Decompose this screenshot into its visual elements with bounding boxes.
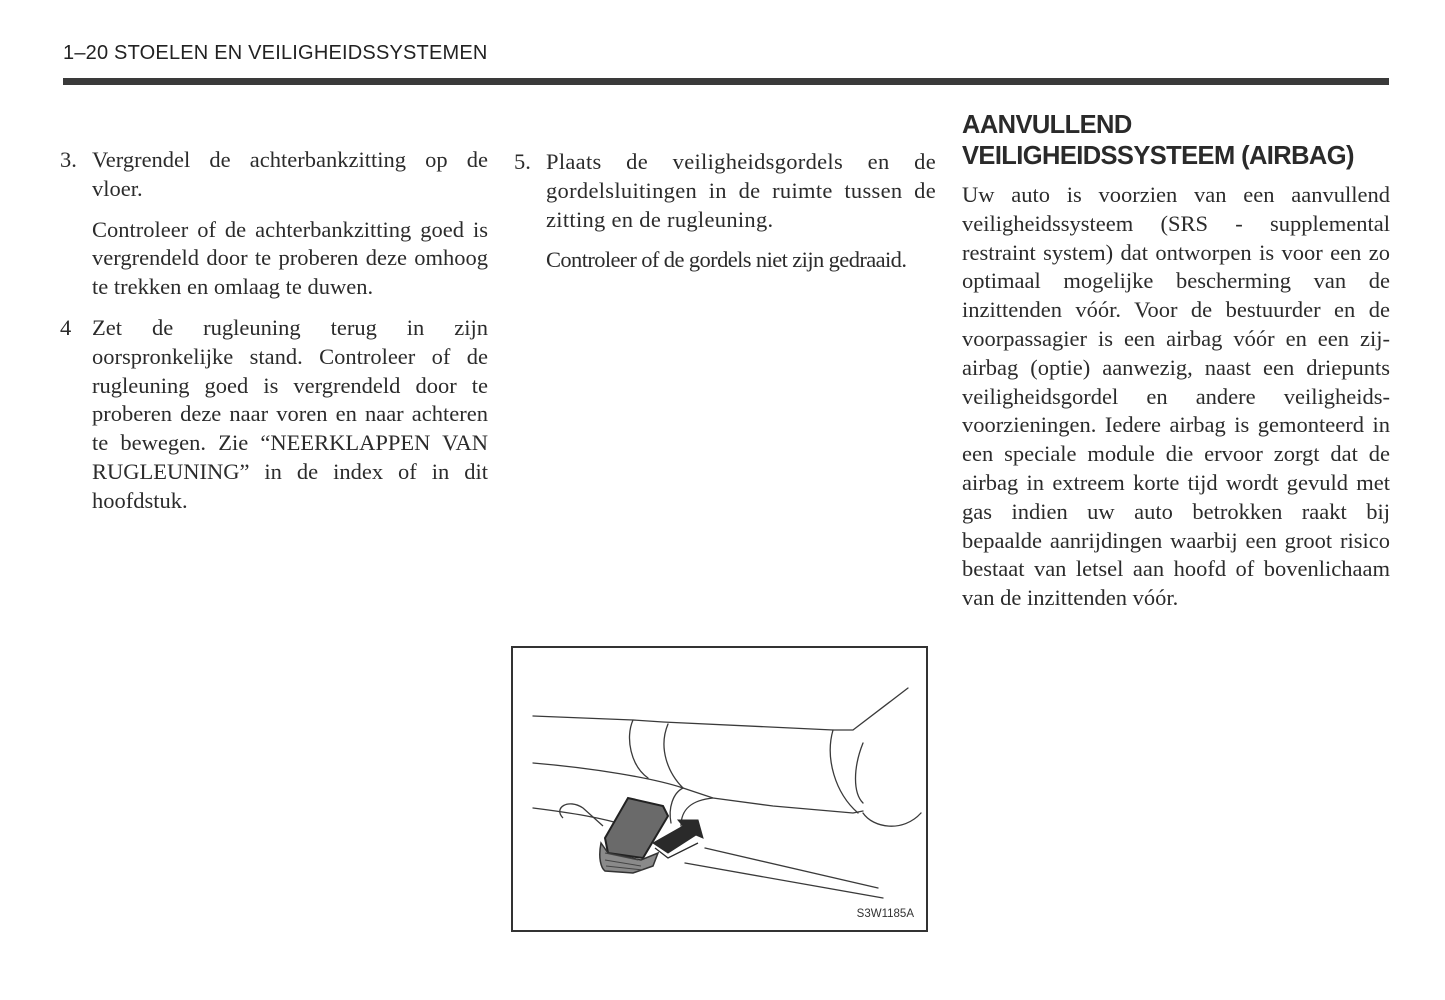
column-left	[60, 146, 488, 528]
section-heading	[962, 110, 1390, 172]
page-header-title: 1–20 STOELEN EN VEILIGHEIDSSYSTEMEN	[63, 42, 488, 64]
step-4	[60, 314, 488, 516]
step-5	[514, 148, 936, 234]
figure-code: S3W1185A	[856, 908, 914, 920]
step-number: 3.	[60, 147, 77, 172]
step-text: Vergrendel de achterbankzitting op de vloer.	[92, 147, 488, 201]
section-heading-line2: VEILIGHEIDSSYSTEEM (AIRBAG)	[962, 142, 1354, 170]
header-divider	[63, 78, 1389, 85]
buckle-icon	[600, 798, 668, 873]
step-text: Plaats de veiligheidsgordels en de gordelsluitingen in de ruimte tussen de zitting en de rugleuning.	[546, 149, 936, 232]
step-3	[60, 146, 488, 204]
step-number: 4	[60, 314, 72, 340]
step-5-note: Controleer of de gordels niet zijn gedraaid.	[546, 247, 907, 273]
figure-seatbelt	[511, 646, 928, 932]
step-number: 5.	[514, 149, 531, 174]
section-heading-line1: AANVULLEND	[962, 111, 1132, 139]
step-text: Zet de rugleuning terug in zijn oorspronkelijke stand. Controleer of de rugleuning goed is vergrendeld door te proberen deze naar voren en naar achteren te bewegen. Zie “NEERKLAPPEN VAN RUGLEUNING” in de index of in dit hoofdstuk.	[92, 314, 488, 513]
column-right	[962, 110, 1390, 613]
seat-seam	[533, 763, 863, 813]
column-middle	[514, 148, 936, 287]
step-3-note: Controleer of de achterbankzitting goed is vergrendeld door te proberen deze omhoog te trekken en omlaag te duwen.	[92, 216, 488, 300]
seat-illustration	[513, 648, 930, 934]
section-body: Uw auto is voorzien van een aanvullend veiligheidssysteem (SRS - supplemental restraint system) dat ontworpen is voor een zo optimaal mogelijke bescherming van de inzittenden vóór. Voor de bestuurder en de voorpassagier is een airbag vóór en een zij-airbag (optie) aanwezig, naast een driepunts veiligheidsgordel en andere veiligheids-voorzieningen. Iedere airbag is gemonteerd in een speciale module die ervoor zorgt dat de airbag in extreem korte tijd wordt gevuld met gas indien uw auto betrokken raakt bij bepaalde aanrijdingen waarbij een groot risico bestaat van letsel aan hoofd of bovenlichaam van de inzittenden vóór.	[962, 182, 1390, 611]
backrest-outline	[533, 688, 908, 730]
